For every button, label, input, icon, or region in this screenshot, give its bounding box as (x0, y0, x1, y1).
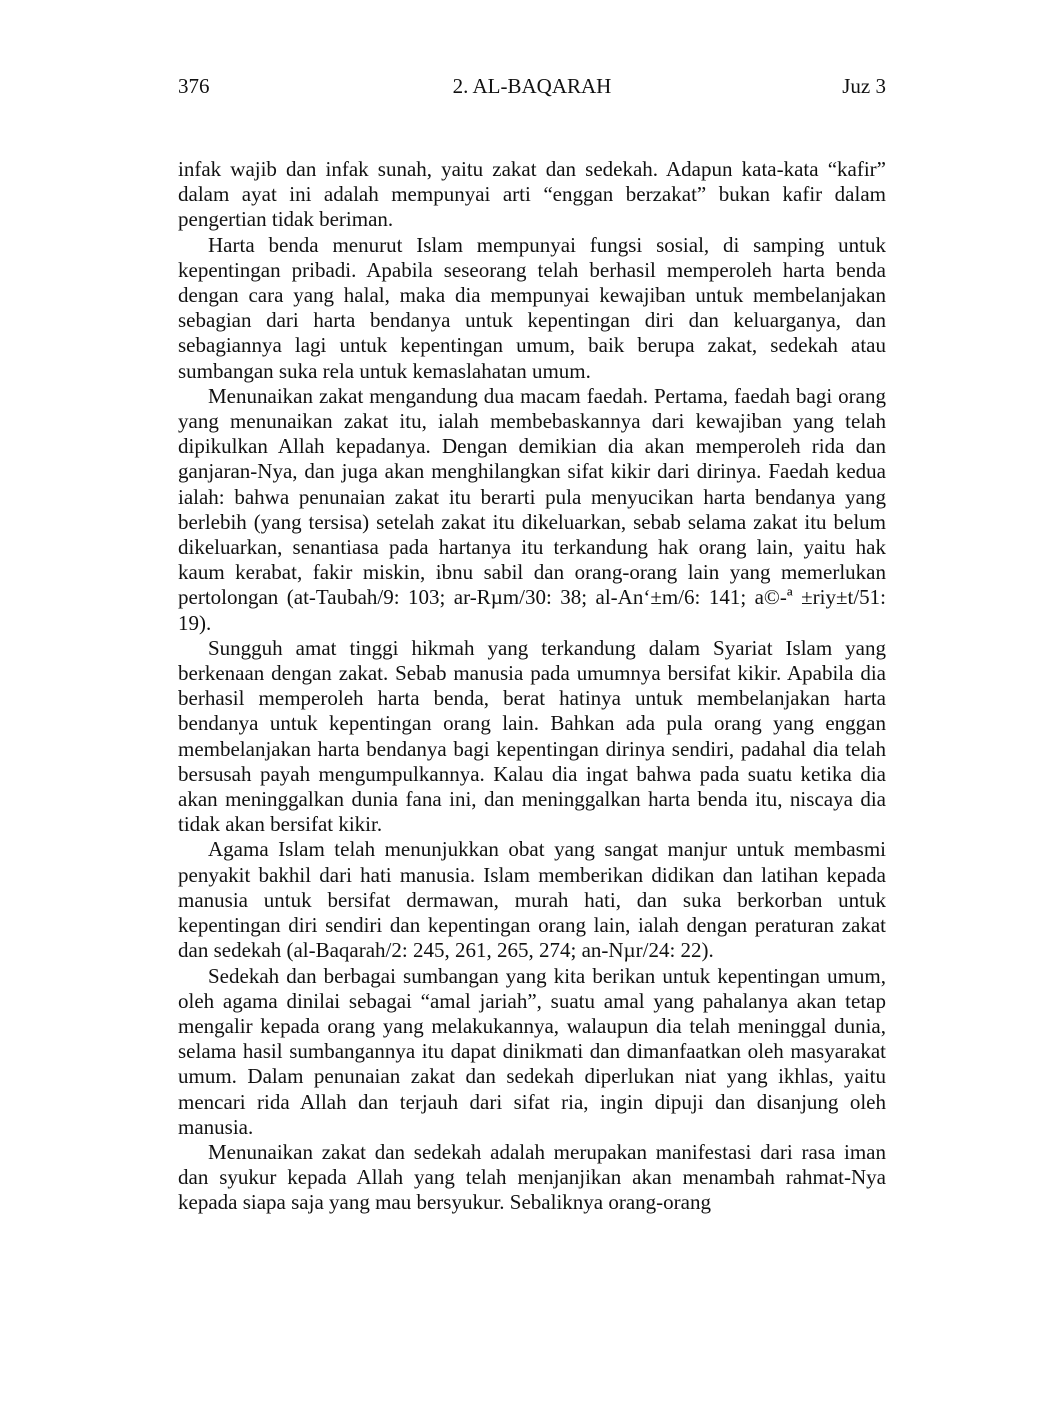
page-header (178, 71, 886, 101)
paragraph-7: Menunaikan zakat dan sedekah adalah merupakan manifestasi dari rasa iman dan syukur kepada Allah yang telah menjanjikan akan menambah rahmat-Nya kepada siapa saja yang mau bersyukur. Sebaliknya orang-orang (178, 1139, 886, 1215)
paragraph-5: Agama Islam telah menunjukkan obat yang sangat manjur untuk membasmi penyakit bakhil dari hati manusia. Islam memberikan didikan dan latihan kepada manusia untuk bersifat dermawan, murah hati, dan suka berkorban untuk kepentingan diri sendiri dan kepentingan orang lain, ialah dengan peraturan zakat dan sedekah (al-Baqarah/2: 245, 261, 265, 274; an-Nµr/24: 22). (178, 837, 886, 963)
page-body (178, 157, 886, 1216)
page-number: 376 (178, 74, 210, 98)
chapter-title: 2. AL-BAQARAH (452, 74, 612, 98)
paragraph-4: Sungguh amat tinggi hikmah yang terkandung dalam Syariat Islam yang berkenaan dengan zakat. Sebab manusia pada umumnya bersifat kikir. Apabila dia berhasil memperoleh harta benda, berat hatinya untuk membelanjakan harta bendanya untuk kepentingan orang lain. Bahkan ada pula orang yang enggan membelanjakan harta bendanya bagi kepentingan dirinya sendiri, padahal dia telah bersusah payah mengumpulkannya. Kalau dia ingat bahwa pada suatu ketika dia akan meninggalkan dunia fana ini, dan meninggalkan harta benda itu, niscaya dia tidak akan bersifat kikir. (178, 635, 886, 837)
paragraph-2: Harta benda menurut Islam mempunyai fungsi sosial, di samping untuk kepentingan pribadi. Apabila seseorang telah berhasil memperoleh harta benda dengan cara yang halal, maka dia mempunyai kewajiban untuk membelanjakan sebagian dari harta bendanya untuk kepentingan diri dan keluarganya, dan sebagiannya lagi untuk kepentingan umum, baik berupa zakat, sedekah atau sumbangan suka rela untuk kemaslahatan umum. (178, 232, 886, 383)
paragraph-1: infak wajib dan infak sunah, yaitu zakat dan sedekah. Adapun kata-kata “kafir” dalam ayat ini adalah mempunyai arti “enggan berzakat” bukan kafir dalam pengertian tidak beriman. (178, 157, 886, 232)
paragraph-6: Sedekah dan berbagai sumbangan yang kita berikan untuk kepentingan umum, oleh agama dinilai sebagai “amal jariah”, suatu amal yang pahalanya akan tetap mengalir kepada orang yang melakukannya, walaupun dia telah meninggal dunia, selama hasil sumbangannya itu dapat dinikmati dan dimanfaatkan oleh masyarakat umum. Dalam penunaian zakat dan sedekah diperlukan niat yang ikhlas, yaitu mencari rida Allah dan terjauh dari sifat ria, ingin dipuji dan disanjung oleh manusia. (178, 963, 886, 1139)
paragraph-3: Menunaikan zakat mengandung dua macam faedah. Pertama, faedah bagi orang yang menunaikan zakat itu, ialah membebaskannya dari kewajiban yang telah dipikulkan Allah kepadanya. Dengan demikian dia akan memperoleh rida dan ganjaran-Nya, dan juga akan menghilangkan sifat kikir dari dirinya. Faedah kedua ialah: bahwa penunaian zakat itu berarti pula menyucikan harta bendanya yang berlebih (yang tersisa) setelah zakat itu dikeluarkan, sebab selama zakat itu belum dikeluarkan, senantiasa pada hartanya itu terkandung hak orang lain, yaitu hak kaum kerabat, fakir miskin, ibnu sabil dan orang-orang lain yang memerlukan pertolongan (at-Taubah/9: 103; ar-Rµm/30: 38; al-An‘±m/6: 141; a©-ª ±riy±t/51: 19). (178, 383, 886, 635)
juz-label: Juz 3 (842, 74, 886, 98)
